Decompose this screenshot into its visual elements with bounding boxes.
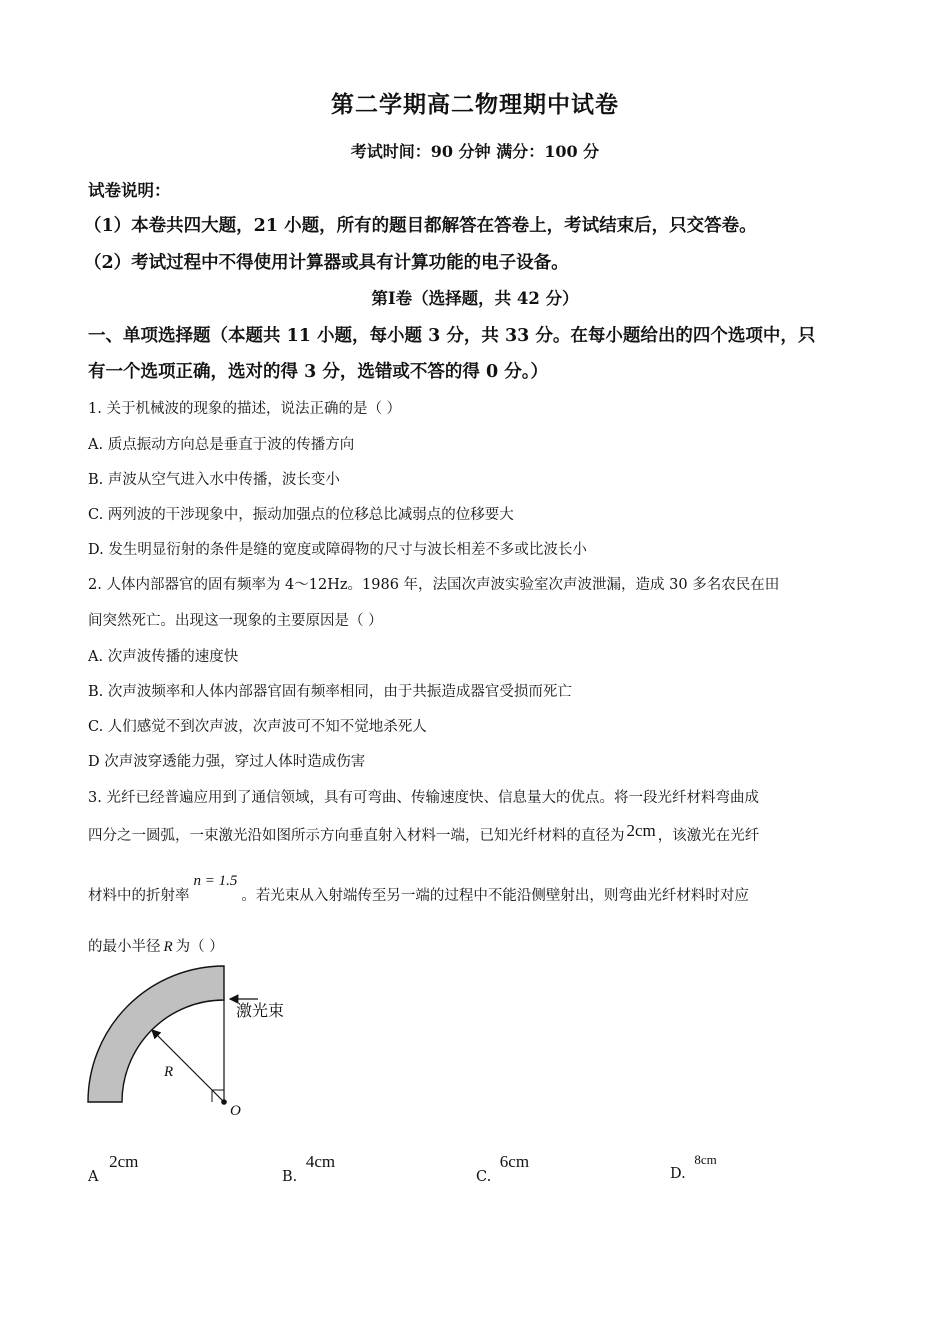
radius-arrow [152, 1030, 224, 1102]
option-b-value: 4cm [305, 1152, 336, 1171]
diameter-value: 2cm [626, 821, 656, 840]
option-d-value: 8cm [694, 1152, 717, 1167]
instruction-item-2: （2）考试过程中不得使用计算器或具有计算功能的电子设备。 [84, 253, 569, 273]
question-3-stem-line3-text: 材料中的折射率 [88, 888, 190, 904]
question-3-option-d [670, 1152, 717, 1182]
option-b-letter: B. [282, 1169, 298, 1185]
question-2-option-c: C. 人们感觉不到次声波，次声波可不知不觉地杀死人 [88, 719, 427, 735]
part1-heading-line1: 一、单项选择题（本题共 11 小题，每小题 3 分，共 33 分。在每小题给出的四个选项中，只 [88, 326, 816, 346]
question-3-stem-line4-text: 的最小半径 [88, 939, 161, 955]
question-1-option-c: C. 两列波的干涉现象中，振动加强点的位移总比减弱点的位移要大 [88, 507, 514, 523]
question-1-stem: 1. 关于机械波的现象的描述，说法正确的是（ ） [88, 401, 402, 417]
question-3-option-c [476, 1152, 530, 1186]
question-3-stem-line1: 3. 光纤已经普遍应用到了通信领域，具有可弯曲、传输速度快、信息量大的优点。将一段光纤材料弯曲成 [88, 790, 759, 806]
question-3-option-b [282, 1152, 336, 1186]
option-a-value: 2cm [109, 1152, 139, 1171]
question-1-option-a: A. 质点振动方向总是垂直于波的传播方向 [88, 437, 355, 453]
radius-label: R [164, 1064, 174, 1080]
option-c-letter: C. [476, 1169, 492, 1185]
instructions-heading: 试卷说明： [88, 181, 171, 200]
question-2-option-a: A. 次声波传播的速度快 [88, 649, 239, 665]
refractive-index: n = 1.5 [193, 873, 238, 889]
part1-heading-line2: 有一个选项正确，选对的得 3 分，选错或不答的得 0 分。） [88, 362, 548, 382]
option-a-letter: A [88, 1169, 99, 1185]
question-3-stem-line4-tail: 为（ ） [175, 939, 224, 955]
question-2-stem-line2: 间突然死亡。出现这一现象的主要原因是（ ） [88, 613, 383, 629]
option-d-letter: D. [670, 1166, 686, 1182]
instruction-item-1: （1）本卷共四大题，21 小题，所有的题目都解答在答卷上，考试结束后，只交答卷。 [84, 216, 757, 236]
question-2-option-b: B. 次声波频率和人体内部器官固有频率相同，由于共振造成器官受损而死亡 [88, 684, 572, 700]
section-header: 第Ⅰ卷（选择题，共 42 分） [371, 289, 579, 308]
question-3-stem-line2-tail: ，该激光在光纤 [657, 828, 760, 844]
question-3-stem-line2-text: 四分之一圆弧，一束激光沿如图所示方向垂直射入材料一端，已知光纤材料的直径为 [88, 828, 625, 844]
laser-label: 激光束 [236, 1003, 285, 1020]
center-point [221, 1099, 227, 1105]
question-1-option-b: B. 声波从空气进入水中传播，波长变小 [88, 472, 340, 488]
page-title: 第二学期高二物理期中试卷 [331, 91, 619, 118]
exam-info: 考试时间：90 分钟 满分：100 分 [350, 142, 600, 161]
question-3-option-a [88, 1152, 139, 1186]
question-3-stem-line3-tail: 。若光束从入射端传至另一端的过程中不能沿侧壁射出，则弯曲光纤材料时对应 [241, 888, 749, 904]
radius-symbol: R [163, 939, 173, 955]
question-2-stem-line1: 2. 人体内部器官的固有频率为 4～12Hz。1986 年，法国次声波实验室次声波泄漏，造成 30 多名农民在田 [88, 577, 780, 593]
question-2-option-d: D 次声波穿透能力强，穿过人体时造成伤害 [88, 754, 366, 770]
option-c-value: 6cm [499, 1152, 530, 1171]
center-label: O [230, 1103, 241, 1119]
question-1-option-d: D. 发生明显衍射的条件是缝的宽度或障碍物的尺寸与波长相差不多或比波长小 [88, 542, 587, 558]
